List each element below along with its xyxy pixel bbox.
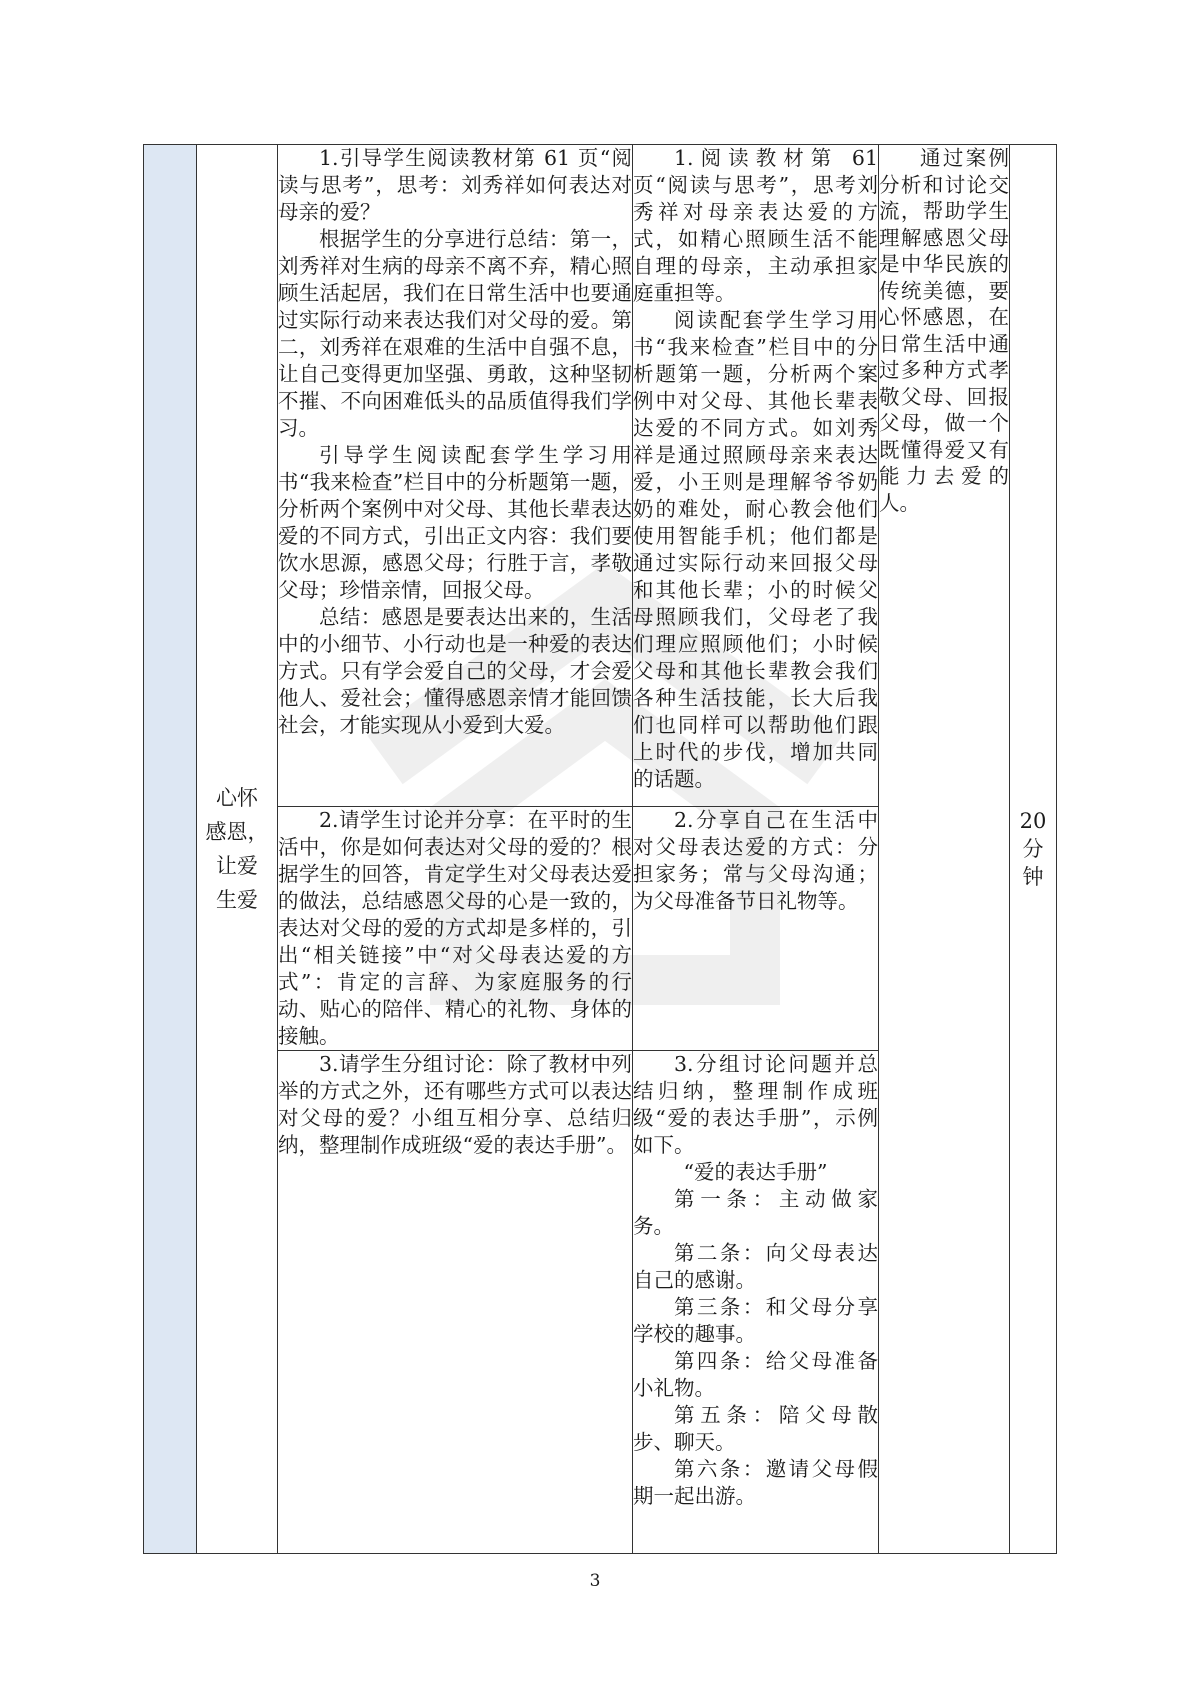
section-label: 心怀 感恩， 让爱 生爱 [197,145,278,1554]
teacher-activity-1: 1.引导学生阅读教材第 61 页“阅读与思考”，思考：刘秀祥如何表达对母亲的爱？ 根据学生的分享进行总结：第一，刘秀祥对生病的母亲不离不弃，精心照顾生活起居，我们在日常生活中也要通过实际行动来表达我们对父母的爱。第二，刘秀祥在艰难的生活中自强不息，让自己变得更加坚强、勇敢，这种坚韧不摧、不向困难低头的品质值得我们学习。 引导学生阅读配套学生学习用书“我来检查”栏目中的分析题第一题，分析两个案例中对父母、其他长辈表达爱的不同方式，引出正文内容：我们要饮水思源，感恩父母；行胜于言，孝敬父母；珍惜亲情，回报父母。 总结：感恩是要表达出来的，生活中的小细节、小行动也是一种爱的表达方式。只有学会爱自己的父母，才会爱他人、爱社会；懂得感恩亲情才能回馈社会，才能实现从小爱到大爱。 [278,145,633,807]
handbook-title: “爱的表达手册” [683,1160,828,1184]
handbook-item: 第五条：陪父母散步、聊天。 [633,1403,878,1454]
design-intent: 通过案例分析和讨论交流，帮助学生理解感恩父母是中华民族的传统美德，要心怀感恩，在日常生活中通过多种方式孝敬父母、回报父母，做一个既懂得爱又有能力去爱的人。 [879,145,1010,1554]
teacher-activity-2: 2.请学生讨论并分享：在平时的生活中，你是如何表达对父母的爱的？根据学生的回答，肯定学生对父母表达爱的做法，总结感恩父母的心是一致的，表达对父母的爱的方式却是多样的，引出“相关链接”中“对父母表达爱的方式”：肯定的言辞、为家庭服务的行动、贴心的陪伴、精心的礼物、身体的接触。 [278,807,633,1051]
time-allocation: 20 分 钟 [1010,145,1057,1554]
page-number: 3 [589,1571,601,1591]
handbook-item: 第一条：主动做家务。 [633,1187,878,1238]
stage-column [144,145,197,1554]
student-activity-1: 1.阅读教材第 61 页“阅读与思考”，思考刘秀祥对母亲表达爱的方式，如精心照顾生活不能自理的母亲，主动承担家庭重担等。 阅读配套学生学习用书“我来检查”栏目中的分析题第一题，分析两个案例中对父母、其他长辈表达爱的不同方式。如刘秀祥是通过照顾母亲来表达爱，小王则是理解爷爷奶奶的难处，耐心教会他们使用智能手机；他们都是通过实际行动来回报父母和其他长辈；小的时候父母照顾我们，父母老了我们理应照顾他们；小时候父母和其他长辈教会我们各种生活技能，长大后我们也同样可以帮助他们跟上时代的步伐，增加共同的话题。 [633,145,879,807]
handbook-item: 第四条：给父母准备小礼物。 [633,1349,878,1400]
teacher-activity-3: 3.请学生分组讨论：除了教材中列举的方式之外，还有哪些方式可以表达对父母的爱？小组互相分享、总结归纳，整理制作成班级“爱的表达手册”。 [278,1051,633,1554]
handbook-item: 第三条：和父母分享学校的趣事。 [633,1295,878,1346]
student-activity-3: 3.分组讨论问题并总结归纳，整理制作成班级“爱的表达手册”，示例如下。 “爱的表达手册” 第一条：主动做家务。 第二条：向父母表达自己的感谢。 第三条：和父母分享学校的趣事。 第四条：给父母准备小礼物。 第五条：陪父母散步、聊天。 第六条：邀请父母假期一起出游。 [633,1051,879,1554]
student-activity-2: 2.分享自己在生活中对父母表达爱的方式：分担家务；常与父母沟通；为父母准备节日礼物等。 [633,807,879,1051]
lesson-plan-table [143,144,1057,1554]
handbook-item: 第六条：邀请父母假期一起出游。 [633,1457,878,1508]
handbook-item: 第二条：向父母表达自己的感谢。 [633,1241,878,1292]
